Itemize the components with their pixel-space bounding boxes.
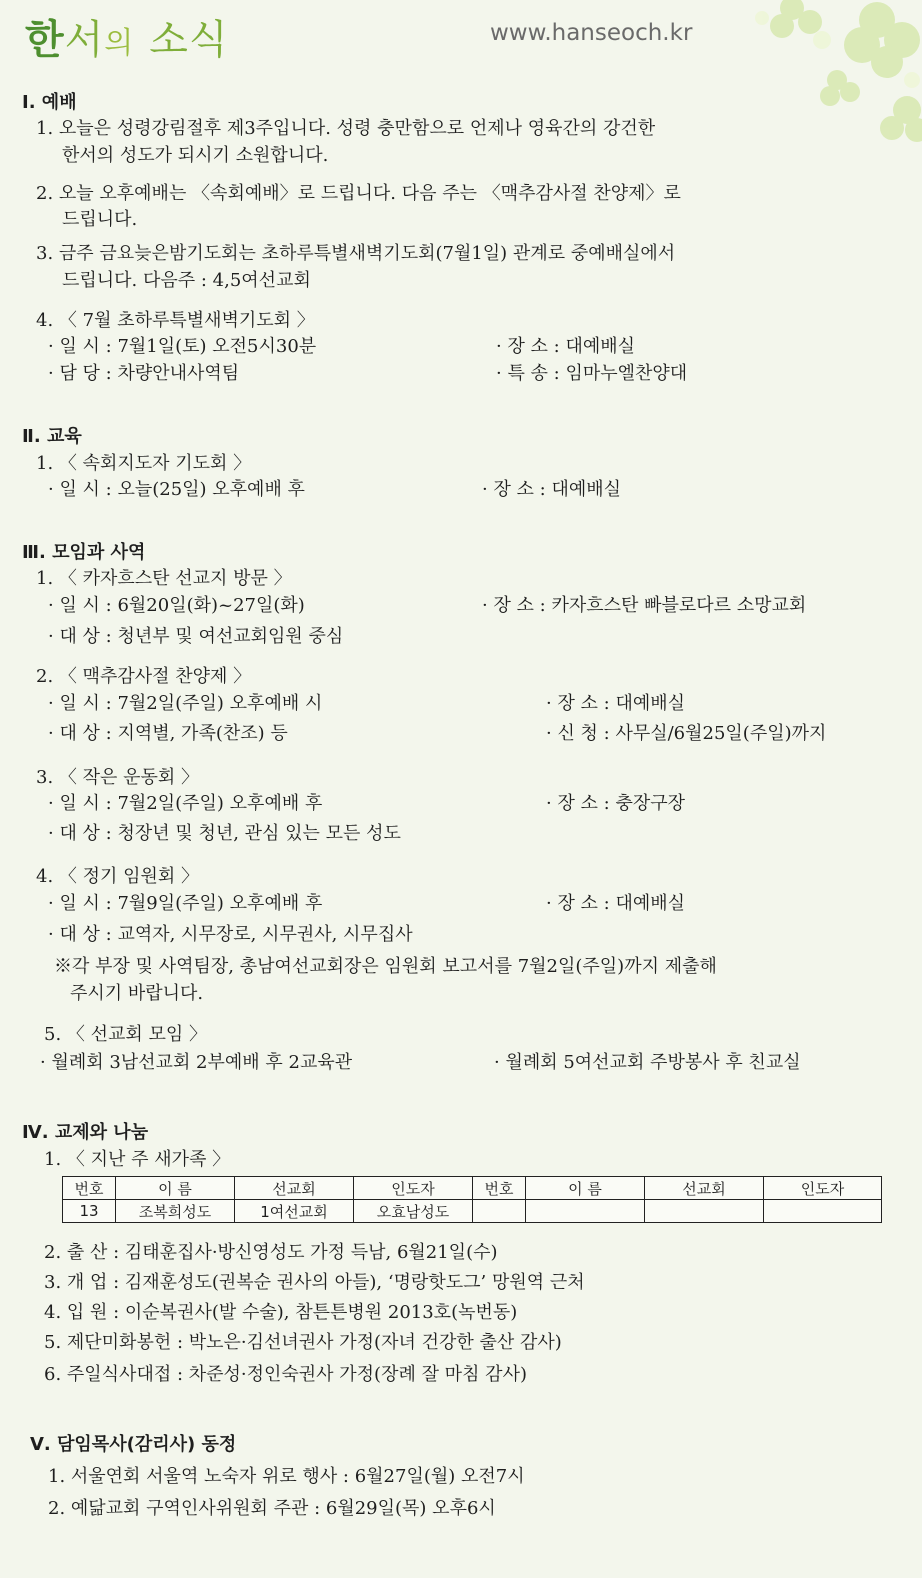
ministry-item-1: 1. 〈 카자흐스탄 선교지 방문 〉 — [36, 568, 292, 589]
ministry-item-2-place: · 장 소 : 대예배실 — [546, 693, 686, 714]
table-cell — [764, 1200, 882, 1223]
worship-item-2: 2. 오늘 오후예배는 〈속회예배〉로 드립니다. 다음 주는 〈맥추감사절 찬양제〉로 — [36, 183, 681, 204]
worship-item-4-charge: · 담 당 : 차량안내사역팀 — [48, 363, 240, 384]
pastor-item-1: 1. 서울연회 서울역 노숙자 위로 행사 : 6월27일(월) 오전7시 — [48, 1466, 525, 1487]
ministry-item-5-men: · 월례회 3남선교회 2부예배 후 2교육관 — [40, 1052, 353, 1073]
fellowship-item-4: 4. 입 원 : 이순복권사(발 수술), 참튼튼병원 2013호(녹번동) — [44, 1302, 518, 1323]
table-cell — [526, 1200, 645, 1223]
worship-item-3-cont: 드립니다. 다음주 : 4,5여선교회 — [62, 270, 311, 291]
worship-item-1: 1. 오늘은 성령강림절후 제3주입니다. 성령 충만함으로 언제나 영육간의 강건한 — [36, 118, 656, 139]
education-item-1-place: · 장 소 : 대예배실 — [482, 479, 622, 500]
ministry-item-4-place: · 장 소 : 대예배실 — [546, 893, 686, 914]
worship-item-4-place: · 장 소 : 대예배실 — [496, 336, 636, 357]
ministry-item-3-target: · 대 상 : 청장년 및 청년, 관심 있는 모든 성도 — [48, 823, 401, 844]
worship-item-3: 3. 금주 금요늦은밤기도회는 초하루특별새벽기도회(7월1일) 관계로 중예배실에서 — [36, 243, 676, 264]
section-heading-pastor: Ⅴ. 담임목사(감리사) 동정 — [30, 1434, 237, 1455]
column-header: 인도자 — [354, 1177, 473, 1200]
column-header: 인도자 — [764, 1177, 882, 1200]
worship-item-4-time: · 일 시 : 7월1일(토) 오전5시30분 — [48, 336, 317, 357]
table-header-row — [63, 1177, 882, 1200]
ministry-item-3-place: · 장 소 : 충장구장 — [546, 793, 686, 814]
table-cell — [645, 1200, 764, 1223]
new-family-table — [62, 1176, 882, 1223]
ministry-item-2-target: · 대 상 : 지역별, 가족(찬조) 등 — [48, 723, 288, 744]
ministry-item-1-target: · 대 상 : 청년부 및 여선교회임원 중심 — [48, 626, 344, 647]
column-header: 이 름 — [116, 1177, 235, 1200]
ministry-item-1-place: · 장 소 : 카자흐스탄 빠블로다르 소망교회 — [482, 595, 807, 616]
fellowship-item-6: 6. 주일식사대접 : 차준성·정인숙권사 가정(장례 잘 마침 감사) — [44, 1364, 527, 1385]
worship-item-4: 4. 〈 7월 초하루특별새벽기도회 〉 — [36, 310, 315, 331]
ministry-item-5-women: · 월례회 5여선교회 주방봉사 후 친교실 — [494, 1052, 801, 1073]
column-header: 번호 — [473, 1177, 526, 1200]
ministry-item-4-note: ※각 부장 및 사역팀장, 총남여선교회장은 임원회 보고서를 7월2일(주일)까지 제출해 — [54, 956, 717, 977]
column-header: 이 름 — [526, 1177, 645, 1200]
clover-decoration — [702, 0, 922, 150]
education-item-1: 1. 〈 속회지도자 기도회 〉 — [36, 453, 252, 474]
ministry-item-2: 2. 〈 맥추감사절 찬양제 〉 — [36, 666, 252, 687]
column-header: 선교회 — [645, 1177, 764, 1200]
title-char-seo: 서 — [64, 17, 105, 63]
table-cell: 오효남성도 — [354, 1200, 473, 1223]
website-url[interactable]: www.hanseoch.kr — [490, 20, 693, 46]
ministry-item-3-time: · 일 시 : 7월2일(주일) 오후예배 후 — [48, 793, 323, 814]
fellowship-item-5: 5. 제단미화봉헌 : 박노은·김선녀권사 가정(자녀 건강한 출산 감사) — [44, 1332, 562, 1353]
ministry-item-4-target: · 대 상 : 교역자, 시무장로, 시무권사, 시무집사 — [48, 924, 413, 945]
worship-item-4-special: · 특 송 : 임마누엘찬양대 — [496, 363, 688, 384]
section-heading-ministry: Ⅲ. 모임과 사역 — [22, 542, 146, 563]
fellowship-item-2: 2. 출 산 : 김태훈집사·방신영성도 가정 득남, 6월21일(수) — [44, 1242, 498, 1263]
fellowship-item-1: 1. 〈 지난 주 새가족 〉 — [44, 1149, 231, 1170]
table-row — [63, 1200, 882, 1223]
ministry-item-1-time: · 일 시 : 6월20일(화)~27일(화) — [48, 595, 305, 616]
table-cell: 1여선교회 — [235, 1200, 354, 1223]
ministry-item-4: 4. 〈 정기 임원회 〉 — [36, 866, 199, 887]
title-char-han: 한 — [25, 17, 65, 63]
ministry-item-4-time: · 일 시 : 7월9일(주일) 오후예배 후 — [48, 893, 323, 914]
table-cell: 13 — [63, 1200, 116, 1223]
section-heading-education: Ⅱ. 교육 — [22, 426, 82, 447]
ministry-item-4-note-cont: 주시기 바랍니다. — [70, 983, 204, 1004]
education-item-1-time: · 일 시 : 오늘(25일) 오후예배 후 — [48, 479, 305, 500]
fellowship-item-3: 3. 개 업 : 김재훈성도(권복순 권사의 아들), ‘명랑핫도그’ 망원역 근처 — [44, 1272, 585, 1293]
section-heading-fellowship: Ⅳ. 교제와 나눔 — [22, 1122, 149, 1143]
column-header: 선교회 — [235, 1177, 354, 1200]
newsletter-title — [25, 8, 228, 65]
worship-item-2-cont: 드립니다. — [62, 209, 138, 230]
title-char-ui: 의 — [104, 26, 135, 61]
ministry-item-2-apply: · 신 청 : 사무실/6월25일(주일)까지 — [546, 723, 827, 744]
title-word-news: 소식 — [149, 17, 229, 63]
ministry-item-2-time: · 일 시 : 7월2일(주일) 오후예배 시 — [48, 693, 323, 714]
ministry-item-3: 3. 〈 작은 운동회 〉 — [36, 767, 199, 788]
section-heading-worship: Ⅰ. 예배 — [22, 92, 77, 113]
table-cell — [473, 1200, 526, 1223]
table-cell: 조복희성도 — [116, 1200, 235, 1223]
pastor-item-2: 2. 예닮교회 구역인사위원회 주관 : 6월29일(목) 오후6시 — [48, 1498, 496, 1519]
worship-item-1-cont: 한서의 성도가 되시기 소원합니다. — [62, 145, 329, 166]
ministry-item-5: 5. 〈 선교회 모임 〉 — [44, 1024, 207, 1045]
column-header: 번호 — [63, 1177, 116, 1200]
